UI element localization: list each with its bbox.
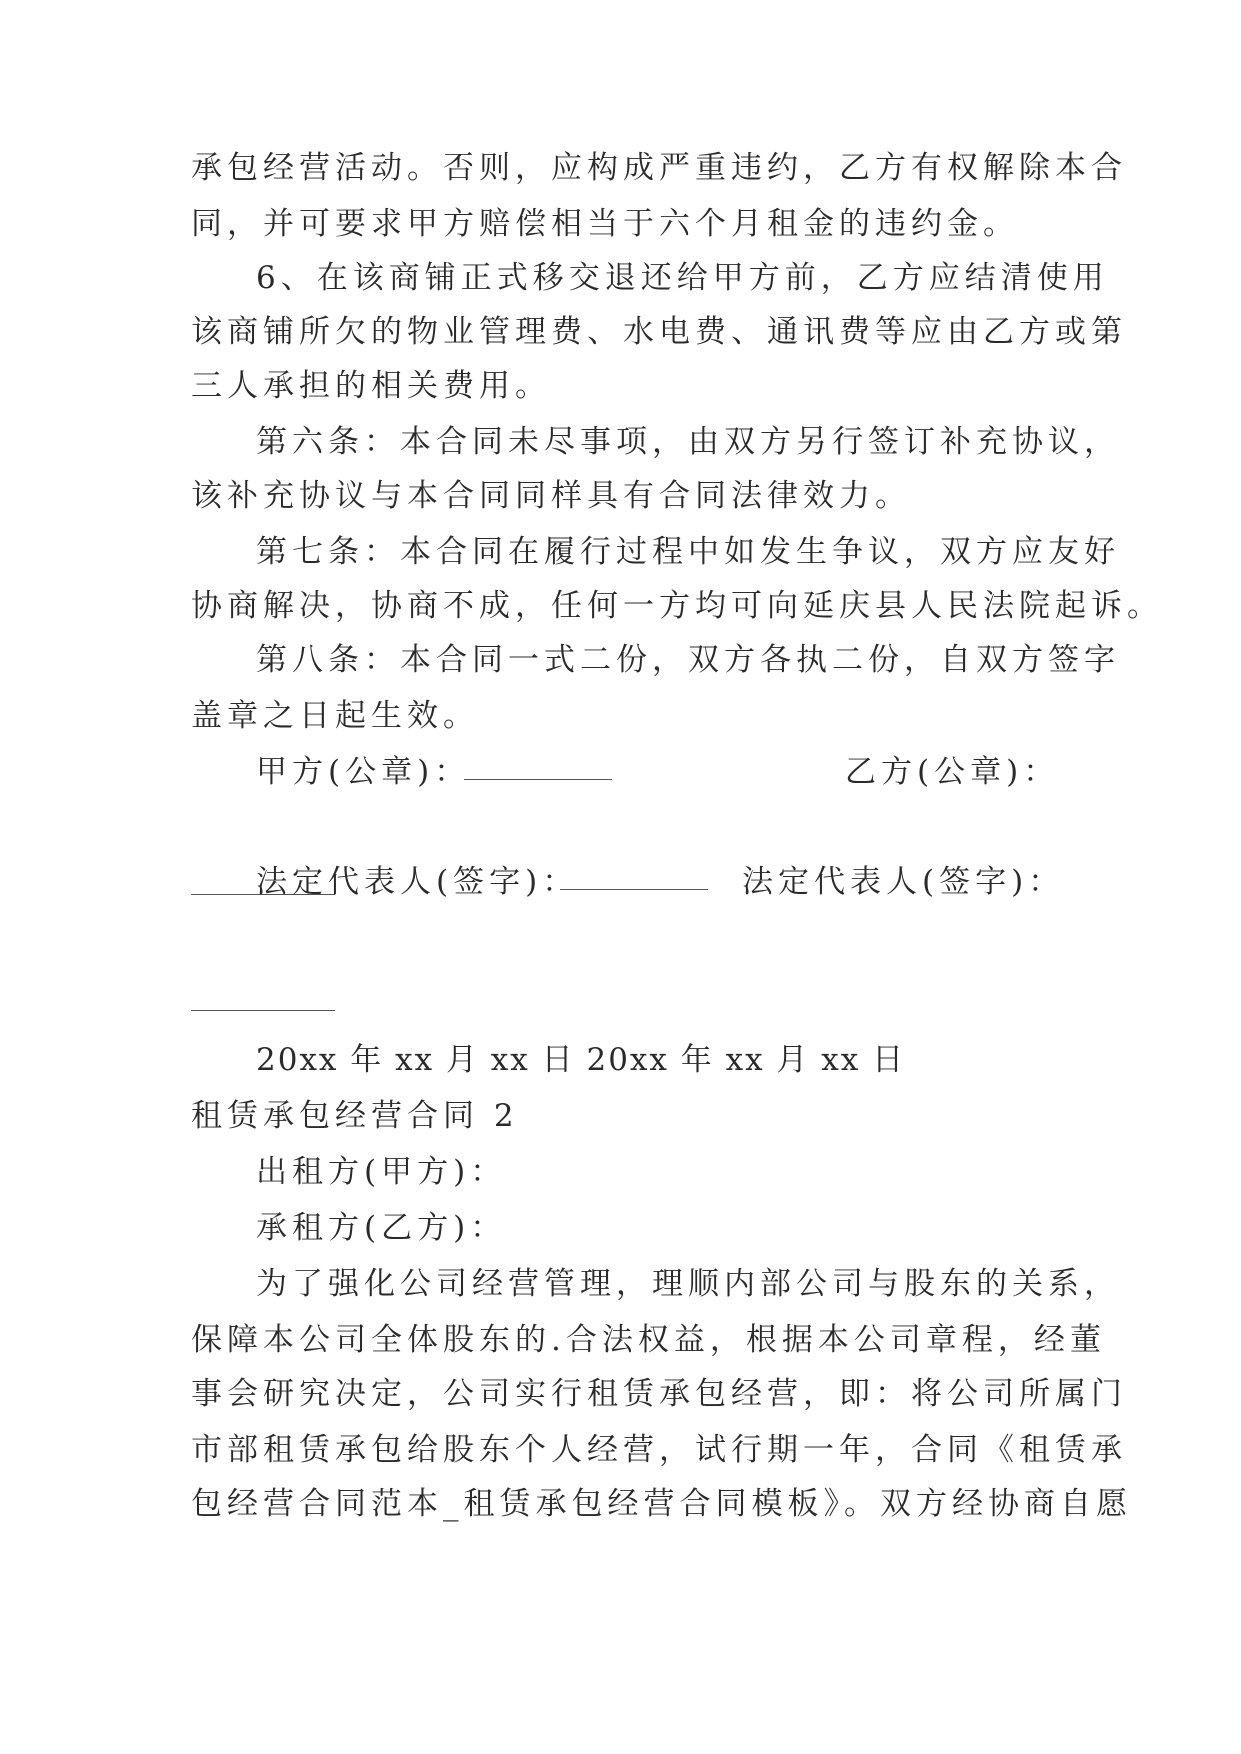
text-line: 第六条：本合同未尽事项，由双方另行签订补充协议， <box>256 424 1120 460</box>
text-line: 事会研究决定，公司实行租赁承包经营，即：将公司所属门 <box>191 1376 1127 1412</box>
lessor-label: 出租方(甲方)： <box>256 1154 507 1190</box>
rep-a-label: 法定代表人(签字)： <box>256 864 579 900</box>
party-b-seal-label: 乙方(公章)： <box>845 754 1060 790</box>
text-line: 保障本公司全体股东的.合法权益，根据本公司章程，经董 <box>191 1322 1106 1358</box>
rep-b-label: 法定代表人(签字)： <box>742 864 1065 900</box>
text-line: 6、在该商铺正式移交退还给甲方前，乙方应结清使用 <box>256 260 1109 296</box>
contract2-title: 租赁承包经营合同 2 <box>191 1098 519 1134</box>
text-line: 包经营合同范本_租赁承包经营合同模板》。双方经协商自愿 <box>191 1486 1132 1522</box>
text-line: 为了强化公司经营管理，理顺内部公司与股东的关系， <box>256 1266 1120 1302</box>
text-line: 该商铺所欠的物业管理费、水电费、通讯费等应由乙方或第 <box>191 314 1127 350</box>
text-line: 协商解决，协商不成，任何一方均可向延庆县人民法院起诉。 <box>191 588 1163 624</box>
text-line: 同，并可要求甲方赔偿相当于六个月租金的违约金。 <box>191 206 1019 242</box>
text-line: 承包经营活动。否则，应构成严重违约，乙方有权解除本合 <box>191 150 1127 186</box>
text-line: 市部租赁承包给股东个人经营，试行期一年，合同《租赁承 <box>191 1432 1127 1468</box>
party-a-seal-label: 甲方(公章)： <box>256 754 471 790</box>
signature-dates: 20xx 年 xx 月 xx 日 20xx 年 xx 月 xx 日 <box>256 1042 906 1078</box>
text-line: 第八条：本合同一式二份，双方各执二份，自双方签字 <box>256 642 1120 678</box>
text-line: 该补充协议与本合同同样具有合同法律效力。 <box>191 478 911 514</box>
rep-b-blank <box>191 1010 335 1011</box>
rep-a-blank <box>560 889 708 890</box>
lessee-label: 承租方(乙方)： <box>256 1210 507 1246</box>
text-line: 三人承担的相关费用。 <box>191 368 551 404</box>
text-line: 第七条：本合同在履行过程中如发生争议，双方应友好 <box>256 534 1120 570</box>
party-a-seal-blank <box>464 779 612 780</box>
text-line: 盖章之日起生效。 <box>191 698 479 734</box>
